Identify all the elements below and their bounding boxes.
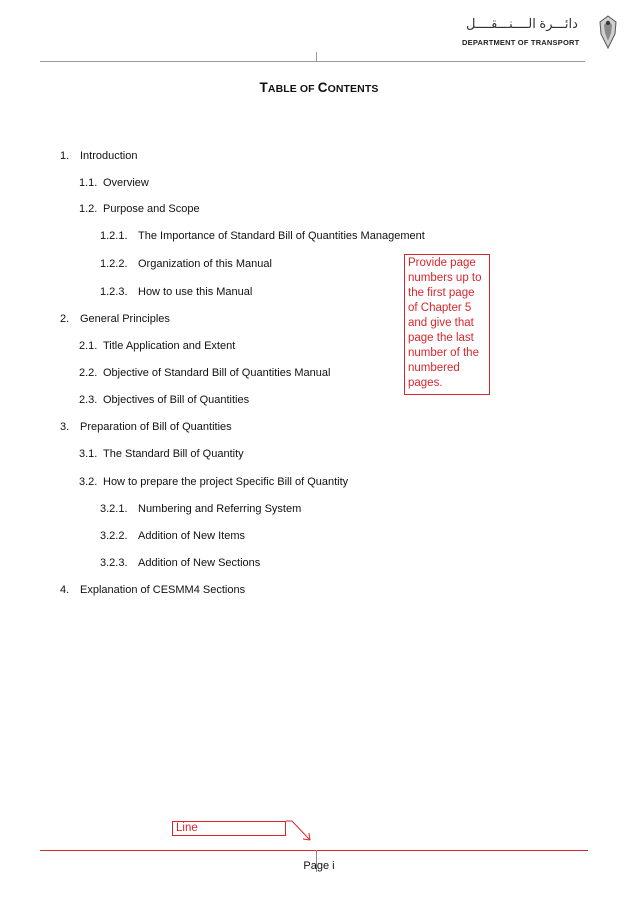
toc-entry-1-2-3[interactable]: 1.2.3. How to use this Manual [100, 286, 253, 298]
toc-entry-2-3[interactable]: 2.3. Objectives of Bill of Quantities [79, 394, 250, 406]
toc-entry-3-2-1[interactable]: 3.2.1. Numbering and Referring System [100, 503, 302, 515]
toc-entry-2[interactable]: 2. General Principles [60, 313, 170, 325]
toc-entry-3-2[interactable]: 3.2. How to prepare the project Specific Bill of Quantity [79, 476, 349, 488]
page-title: TABLE OF CONTENTS [259, 80, 379, 95]
toc-entry-3-1[interactable]: 3.1. The Standard Bill of Quantity [79, 448, 244, 460]
footer-rule [40, 850, 588, 851]
toc-entry-1-2-2[interactable]: 1.2.2. Organization of this Manual [100, 258, 272, 270]
toc-entry-3-2-3[interactable]: 3.2.3. Addition of New Sections [100, 557, 261, 569]
toc-entry-3[interactable]: 3. Preparation of Bill of Quantities [60, 421, 232, 433]
header-rule [40, 61, 585, 62]
toc-entry-1[interactable]: 1. Introduction [60, 150, 138, 162]
toc-entry-4[interactable]: 4. Explanation of CESMM4 Sections [60, 584, 246, 596]
logo-arabic-text: دائـــرة الــــنـــقــــل [466, 16, 578, 31]
page-number-annotation-note: Provide page numbers up to the first page of Chapter 5 and give that page the last number of the numbered pages. [404, 254, 490, 395]
toc-entry-2-1[interactable]: 2.1. Title Application and Extent [79, 340, 236, 352]
toc-entry-2-2[interactable]: 2.2. Objective of Standard Bill of Quantities Manual [79, 367, 331, 379]
toc-entry-1-2[interactable]: 1.2. Purpose and Scope [79, 203, 200, 215]
falcon-emblem-icon [596, 14, 620, 50]
department-of-transport-logo [462, 14, 622, 54]
toc-entry-1-1[interactable]: 1.1. Overview [79, 177, 149, 189]
toc-entry-1-2-1[interactable]: 1.2.1. The Importance of Standard Bill of Quantities Management [100, 230, 425, 242]
header-tick [316, 52, 317, 61]
toc-entry-3-2-2[interactable]: 3.2.2. Addition of New Items [100, 530, 245, 542]
callout-arrow-icon [284, 820, 316, 844]
page-number: Page i [303, 860, 335, 872]
logo-department-text: DEPARTMENT OF TRANSPORT [462, 38, 580, 47]
line-annotation-label: Line [172, 821, 286, 836]
